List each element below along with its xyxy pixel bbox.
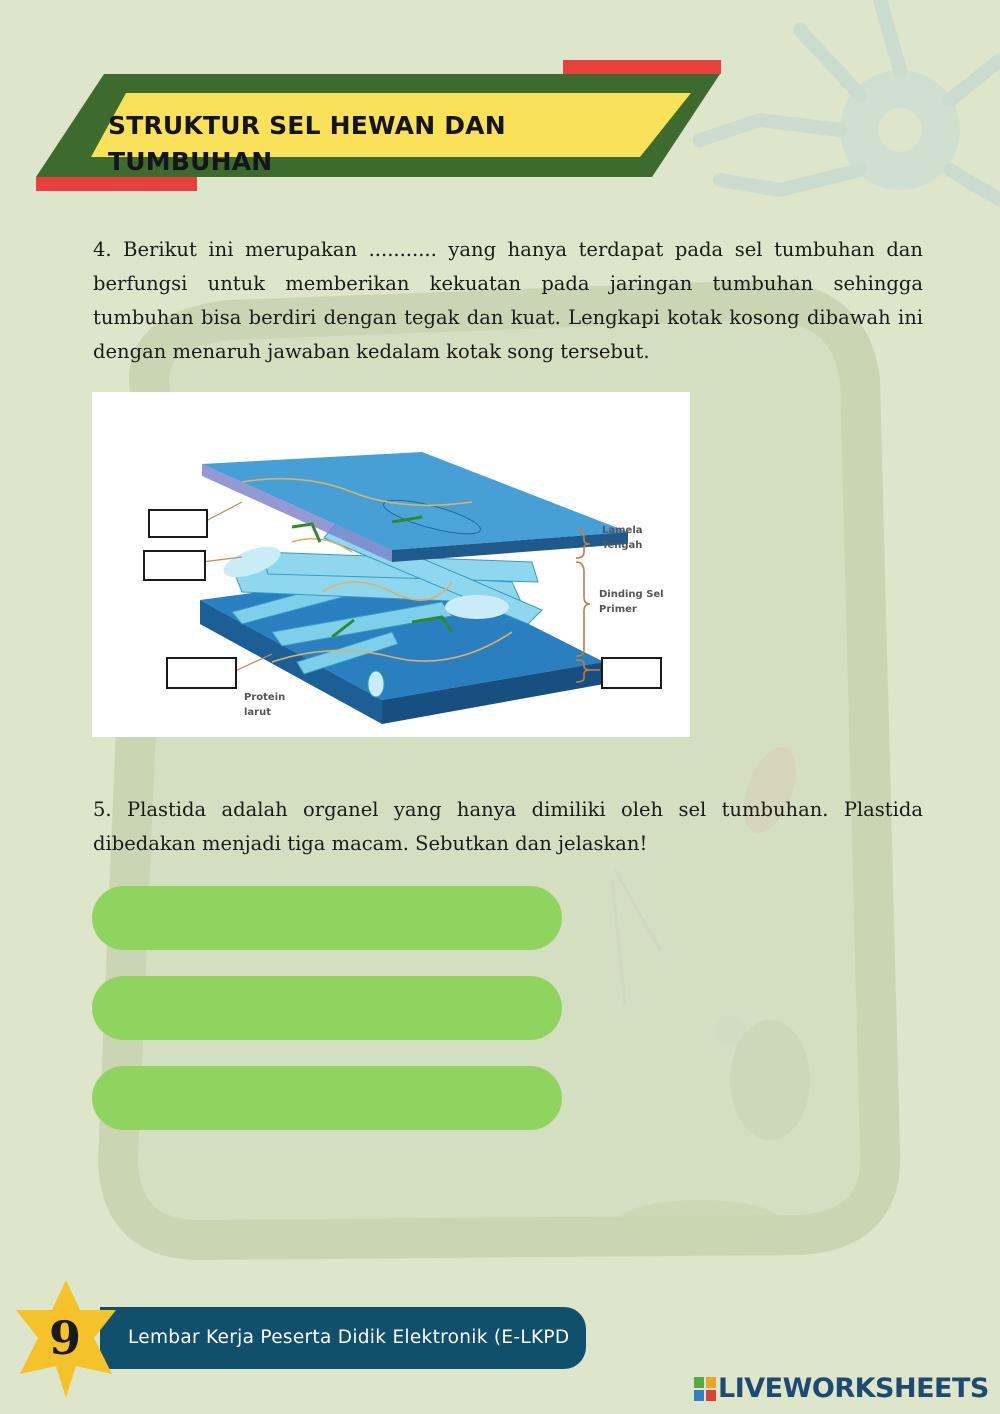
question-4-text: 4. Berikut ini merupakan ........... yang hanya terdapat pada sel tumbuhan dan berfungsi untuk memberikan kekuatan pada jaringan tumbuhan sehingga tumbuhan bisa berdiri dengan tegak dan kuat. Lengkapi kotak kosong dibawah ini dengan menaruh jawaban kedalam kotak song tersebut. — [93, 238, 923, 363]
page-number: 9 — [48, 1311, 81, 1365]
label-lamela: Lamela Tengah — [602, 525, 643, 551]
label-dinding-sel: Dinding Sel Primer — [599, 589, 664, 615]
brand-name[interactable]: LIVEWORKSHEETS — [718, 1373, 989, 1404]
answer-box-3[interactable] — [166, 657, 237, 689]
answer-field-2[interactable] — [92, 976, 562, 1040]
answer-field-3[interactable] — [92, 1066, 562, 1130]
liveworksheets-logo-icon — [694, 1377, 716, 1401]
answer-field-1[interactable] — [92, 886, 562, 950]
question-5-text: 5. Plastida adalah organel yang hanya dimiliki oleh sel tumbuhan. Plastida dibedakan menjadi tiga macam. Sebutkan dan jelaskan! — [93, 798, 923, 855]
answer-box-2[interactable] — [143, 550, 206, 581]
label-protein: Protein larut — [244, 692, 286, 718]
answer-box-4[interactable] — [601, 657, 662, 689]
answer-box-1[interactable] — [148, 509, 208, 538]
footer-text: Lembar Kerja Peserta Didik Elektronik (E-LKPD — [128, 1327, 570, 1348]
page-title: STRUKTUR SEL HEWAN DAN TUMBUHAN — [108, 111, 506, 176]
